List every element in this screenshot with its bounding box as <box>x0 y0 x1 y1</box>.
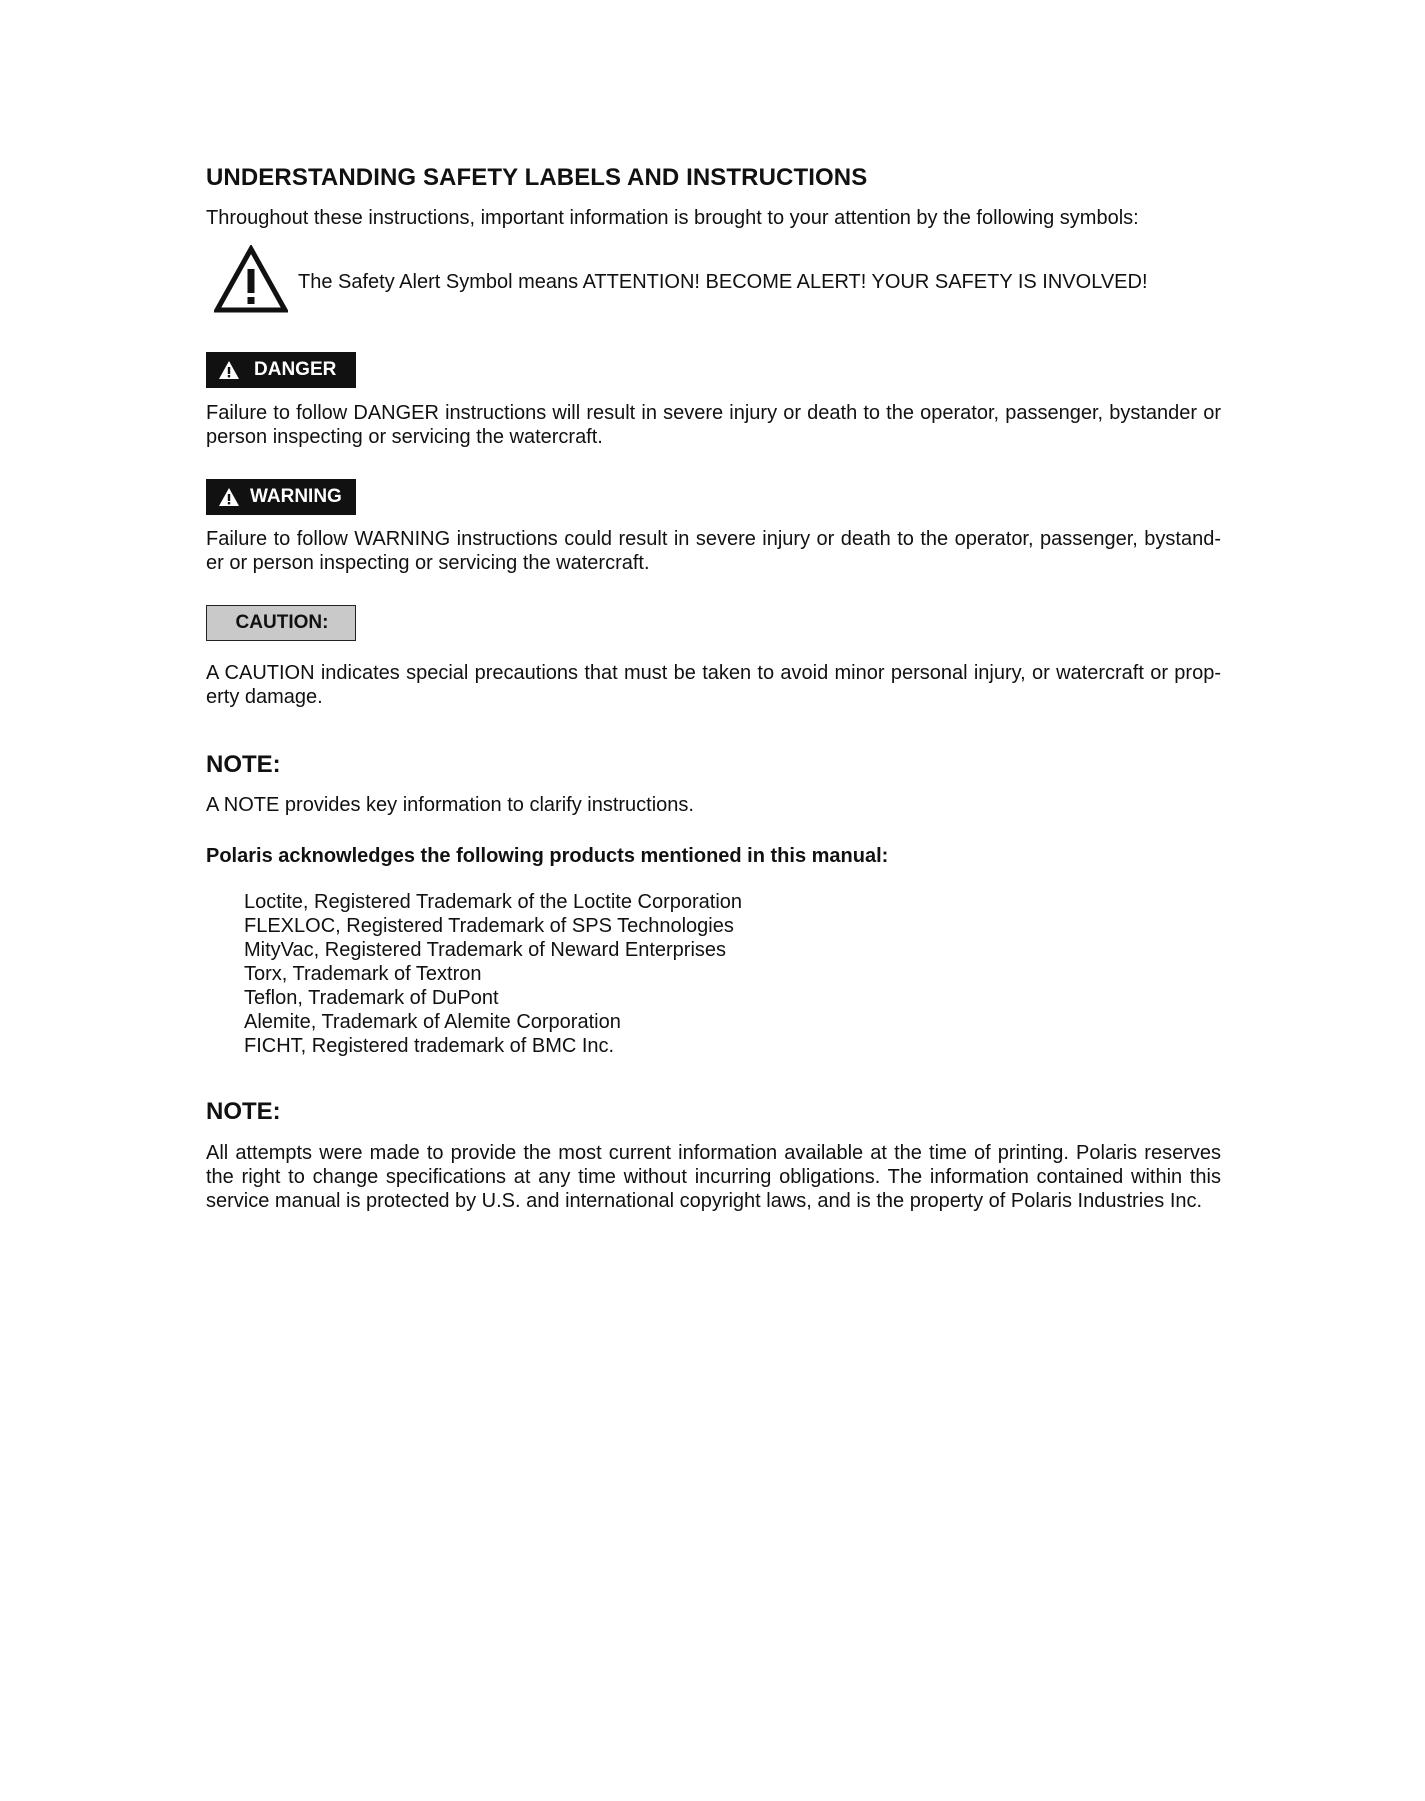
caution-label-text: CAUTION: <box>235 612 329 633</box>
safety-alert-row <box>214 245 1224 315</box>
caution-description: A CAUTION indicates special precautions that must be taken to avoid minor personal injury, or watercraft or prop-erty damage. <box>206 662 1221 708</box>
warning-triangle-icon <box>218 487 240 507</box>
list-item: Teflon, Trademark of DuPont <box>244 987 499 1009</box>
danger-description: Failure to follow DANGER instructions will result in severe injury or death to the operator, passenger, bystander or person inspecting or servicing the watercraft. <box>206 402 1221 448</box>
list-item: MityVac, Registered Trademark of Neward Enterprises <box>244 939 727 961</box>
warning-triangle-icon <box>218 360 240 380</box>
danger-label-text: DANGER <box>254 359 337 380</box>
list-item: Loctite, Registered Trademark of the Loctite Corporation <box>244 891 743 913</box>
note-description: A NOTE provides key information to clarify instructions. <box>206 794 694 816</box>
list-item: Torx, Trademark of Textron <box>244 963 482 985</box>
list-item: FLEXLOC, Registered Trademark of SPS Technologies <box>244 915 734 937</box>
danger-label <box>206 352 356 388</box>
list-item: Alemite, Trademark of Alemite Corporation <box>244 1011 621 1033</box>
caution-label <box>206 605 356 641</box>
trademark-list <box>244 890 742 1058</box>
note-heading-2: NOTE: <box>206 1098 281 1125</box>
warning-triangle-icon <box>214 245 288 313</box>
warning-label <box>206 479 356 515</box>
intro-text: Throughout these instructions, important information is brought to your attention by the following symbols: <box>206 207 1139 229</box>
warning-label-text: WARNING <box>250 486 342 507</box>
list-item: FICHT, Registered trademark of BMC Inc. <box>244 1035 615 1057</box>
page-title: UNDERSTANDING SAFETY LABELS AND INSTRUCTIONS <box>206 164 868 191</box>
safety-alert-text: The Safety Alert Symbol means ATTENTION! BECOME ALERT! YOUR SAFETY IS INVOLVED! <box>298 271 1148 293</box>
warning-description: Failure to follow WARNING instructions could result in severe injury or death to the operator, passenger, bystand-er or person inspecting or servicing the watercraft. <box>206 528 1221 574</box>
note-description-2: All attempts were made to provide the most current information available at the time of printing. Polaris reserves the right to change specifications at any time without incurring obligations. The information contained within this service manual is protected by U.S. and international copyright laws, and is the property of Polaris Industries Inc. <box>206 1142 1221 1212</box>
acknowledgement-heading: Polaris acknowledges the following products mentioned in this manual: <box>206 845 889 867</box>
note-heading: NOTE: <box>206 751 281 778</box>
